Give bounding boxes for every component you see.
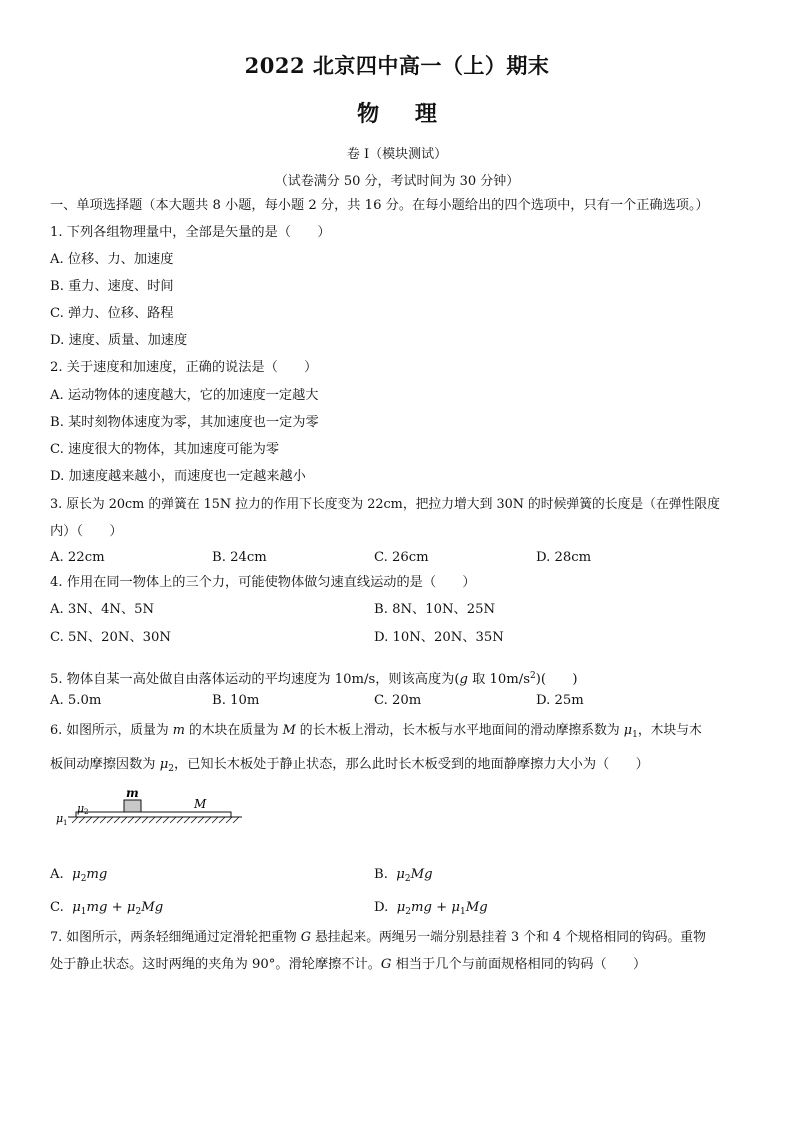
q3-stem-line1: 3. 原长为 20cm 的弹簧在 15N 拉力的作用下长度变为 22cm，把拉力增大到 30N 的时候弹簧的长度是（在弹性限度 (50, 497, 720, 512)
q1-stem: 1. 下列各组物理量中，全部是矢量的是（ ） (50, 225, 331, 240)
q6-option-d (374, 899, 488, 921)
q6-text: 板间动摩擦因数为 (50, 757, 160, 772)
q6-text: 6. 如图所示，质量为 (50, 723, 173, 738)
q6-opt-mu: μ (72, 900, 81, 915)
q3-option-b: B. 24cm (212, 550, 267, 565)
q7-stem-line1 (50, 929, 706, 947)
q4-stem: 4. 作用在同一物体上的三个力，可能使物体做匀速直线运动的是（ ） (50, 575, 476, 590)
q6-sub: 2 (168, 764, 175, 774)
q3-stem-line2: 内）（ ） (50, 524, 123, 539)
section-heading: 一、单项选择题（本大题共 8 小题，每小题 2 分，共 16 分。在每小题给出的四个选项中，只有一个正确选项。） (50, 198, 709, 213)
q6-opt-mu: μ (396, 900, 406, 915)
q3-option-d: D. 28cm (536, 550, 592, 565)
q6-opt-mu: μ (126, 900, 136, 915)
label-mu2-sub: 2 (84, 808, 89, 816)
q3-option-c: C. 26cm (374, 550, 429, 565)
q6-opt-tail: Mg (465, 900, 488, 915)
q6-text: 的长木板上滑动，长木板与水平地面间的滑动摩擦系数为 (295, 723, 624, 738)
q5-stem-b: 取 10m/s (467, 672, 531, 687)
q2-option-c: C. 速度很大的物体，其加速度可能为零 (50, 442, 280, 457)
q6-option-c (50, 899, 163, 921)
q6-opt-tail: Mg (141, 900, 164, 915)
exam-note: （试卷满分 50 分，考试时间为 30 分钟） (274, 174, 520, 189)
label-m: m (126, 786, 139, 800)
q7-text: 处于静止状态。这时两绳的夹角为 90°。滑轮摩擦不计。 (50, 957, 381, 972)
q6-opt-tail: mg (86, 867, 108, 882)
q6-text: ，木块与木 (637, 723, 702, 738)
q1-option-a: A. 位移、力、加速度 (50, 252, 174, 267)
q4-option-a: A. 3N、4N、5N (50, 602, 155, 617)
q6-opt-sub: 1 (80, 907, 87, 917)
q6-opt-mu: μ (396, 867, 405, 882)
q6-opt-tail: Mg (410, 867, 433, 882)
label-M: M (194, 797, 207, 811)
q6-stem-line2 (50, 756, 649, 778)
q6-option-b (374, 866, 433, 888)
q1-option-d: D. 速度、质量、加速度 (50, 333, 188, 348)
q5-sup: 2 (530, 671, 536, 681)
q7-text: 悬挂起来。两绳另一端分别悬挂着 3 个和 4 个规格相同的钩码。重物 (310, 930, 706, 945)
ground-hatch (72, 817, 239, 823)
q5-stem-c: )( ) (535, 672, 578, 687)
q1-option-b: B. 重力、速度、时间 (50, 279, 174, 294)
q5-g: g (459, 672, 468, 687)
q4-option-c: C. 5N、20N、30N (50, 630, 171, 645)
q5-option-b: B. 10m (212, 693, 260, 708)
q5-stem-a: 5. 物体自某一高处做自由落体运动的平均速度为 10m/s，则该高度为( (50, 672, 460, 687)
q2-stem: 2. 关于速度和加速度，正确的说法是（ ） (50, 360, 318, 375)
q6-stem-line1 (50, 722, 702, 744)
subject-title: 物 理 (357, 101, 437, 127)
q6-opt-sub: 2 (80, 874, 87, 884)
board-block-figure (52, 785, 248, 831)
q6-opt-sub: 2 (135, 907, 142, 917)
q6-opt-mid: mg + (86, 900, 127, 915)
q5-stem (50, 667, 578, 689)
q6-var-m: m (172, 723, 185, 738)
q6-opt-letter: B. (374, 867, 388, 882)
q2-option-a: A. 运动物体的速度越大，它的加速度一定越大 (50, 388, 319, 403)
q7-stem-line2 (50, 956, 646, 974)
q7-text: 相当于几个与前面规格相同的钩码（ ） (391, 957, 647, 972)
q7-var-G: G (300, 930, 311, 945)
exam-title: 2022 北京四中高一（上）期末 (244, 53, 550, 78)
q7-text: 7. 如图所示，两条轻细绳通过定滑轮把重物 (50, 930, 301, 945)
q6-opt-sub: 2 (405, 907, 411, 917)
q6-opt-mu: μ (451, 900, 460, 915)
q5-option-c: C. 20m (374, 693, 422, 708)
q7-var-G: G (380, 957, 392, 972)
label-mu2: μ (77, 802, 85, 815)
q6-var-M: M (282, 723, 296, 738)
q6-opt-letter: C. (50, 900, 64, 915)
wood-block (124, 800, 141, 812)
q6-opt-letter: A. (50, 867, 64, 882)
q6-opt-letter: D. (374, 900, 389, 915)
q4-option-d: D. 10N、20N、35N (374, 630, 504, 645)
q3-option-a: A. 22cm (50, 550, 105, 565)
q6-sub: 1 (632, 730, 638, 740)
q6-opt-mid: mg + (411, 900, 452, 915)
q6-var-mu: μ (623, 723, 633, 738)
q6-opt-sub: 2 (404, 874, 411, 884)
q4-option-b: B. 8N、10N、25N (374, 602, 496, 617)
q5-option-a: A. 5.0m (50, 693, 102, 708)
q6-option-a (50, 866, 107, 888)
q2-option-d: D. 加速度越来越小，而速度也一定越来越小 (50, 469, 306, 484)
label-mu1: μ (56, 812, 64, 825)
label-mu1-sub: 1 (63, 819, 68, 827)
long-board (76, 812, 231, 817)
q2-option-b: B. 某时刻物体速度为零，其加速度也一定为零 (50, 415, 319, 430)
q1-option-c: C. 弹力、位移、路程 (50, 306, 174, 321)
q6-opt-mu: μ (72, 867, 81, 882)
q6-text: ，已知长木板处于静止状态，那么此时长木板受到的地面静摩擦力大小为（ ） (174, 757, 649, 772)
q6-text: 的木块在质量为 (184, 723, 283, 738)
q6-opt-sub: 1 (459, 907, 466, 917)
volume-label: 卷 I（模块测试） (346, 147, 448, 162)
q6-var-mu: μ (159, 757, 169, 772)
q5-option-d: D. 25m (536, 693, 584, 708)
